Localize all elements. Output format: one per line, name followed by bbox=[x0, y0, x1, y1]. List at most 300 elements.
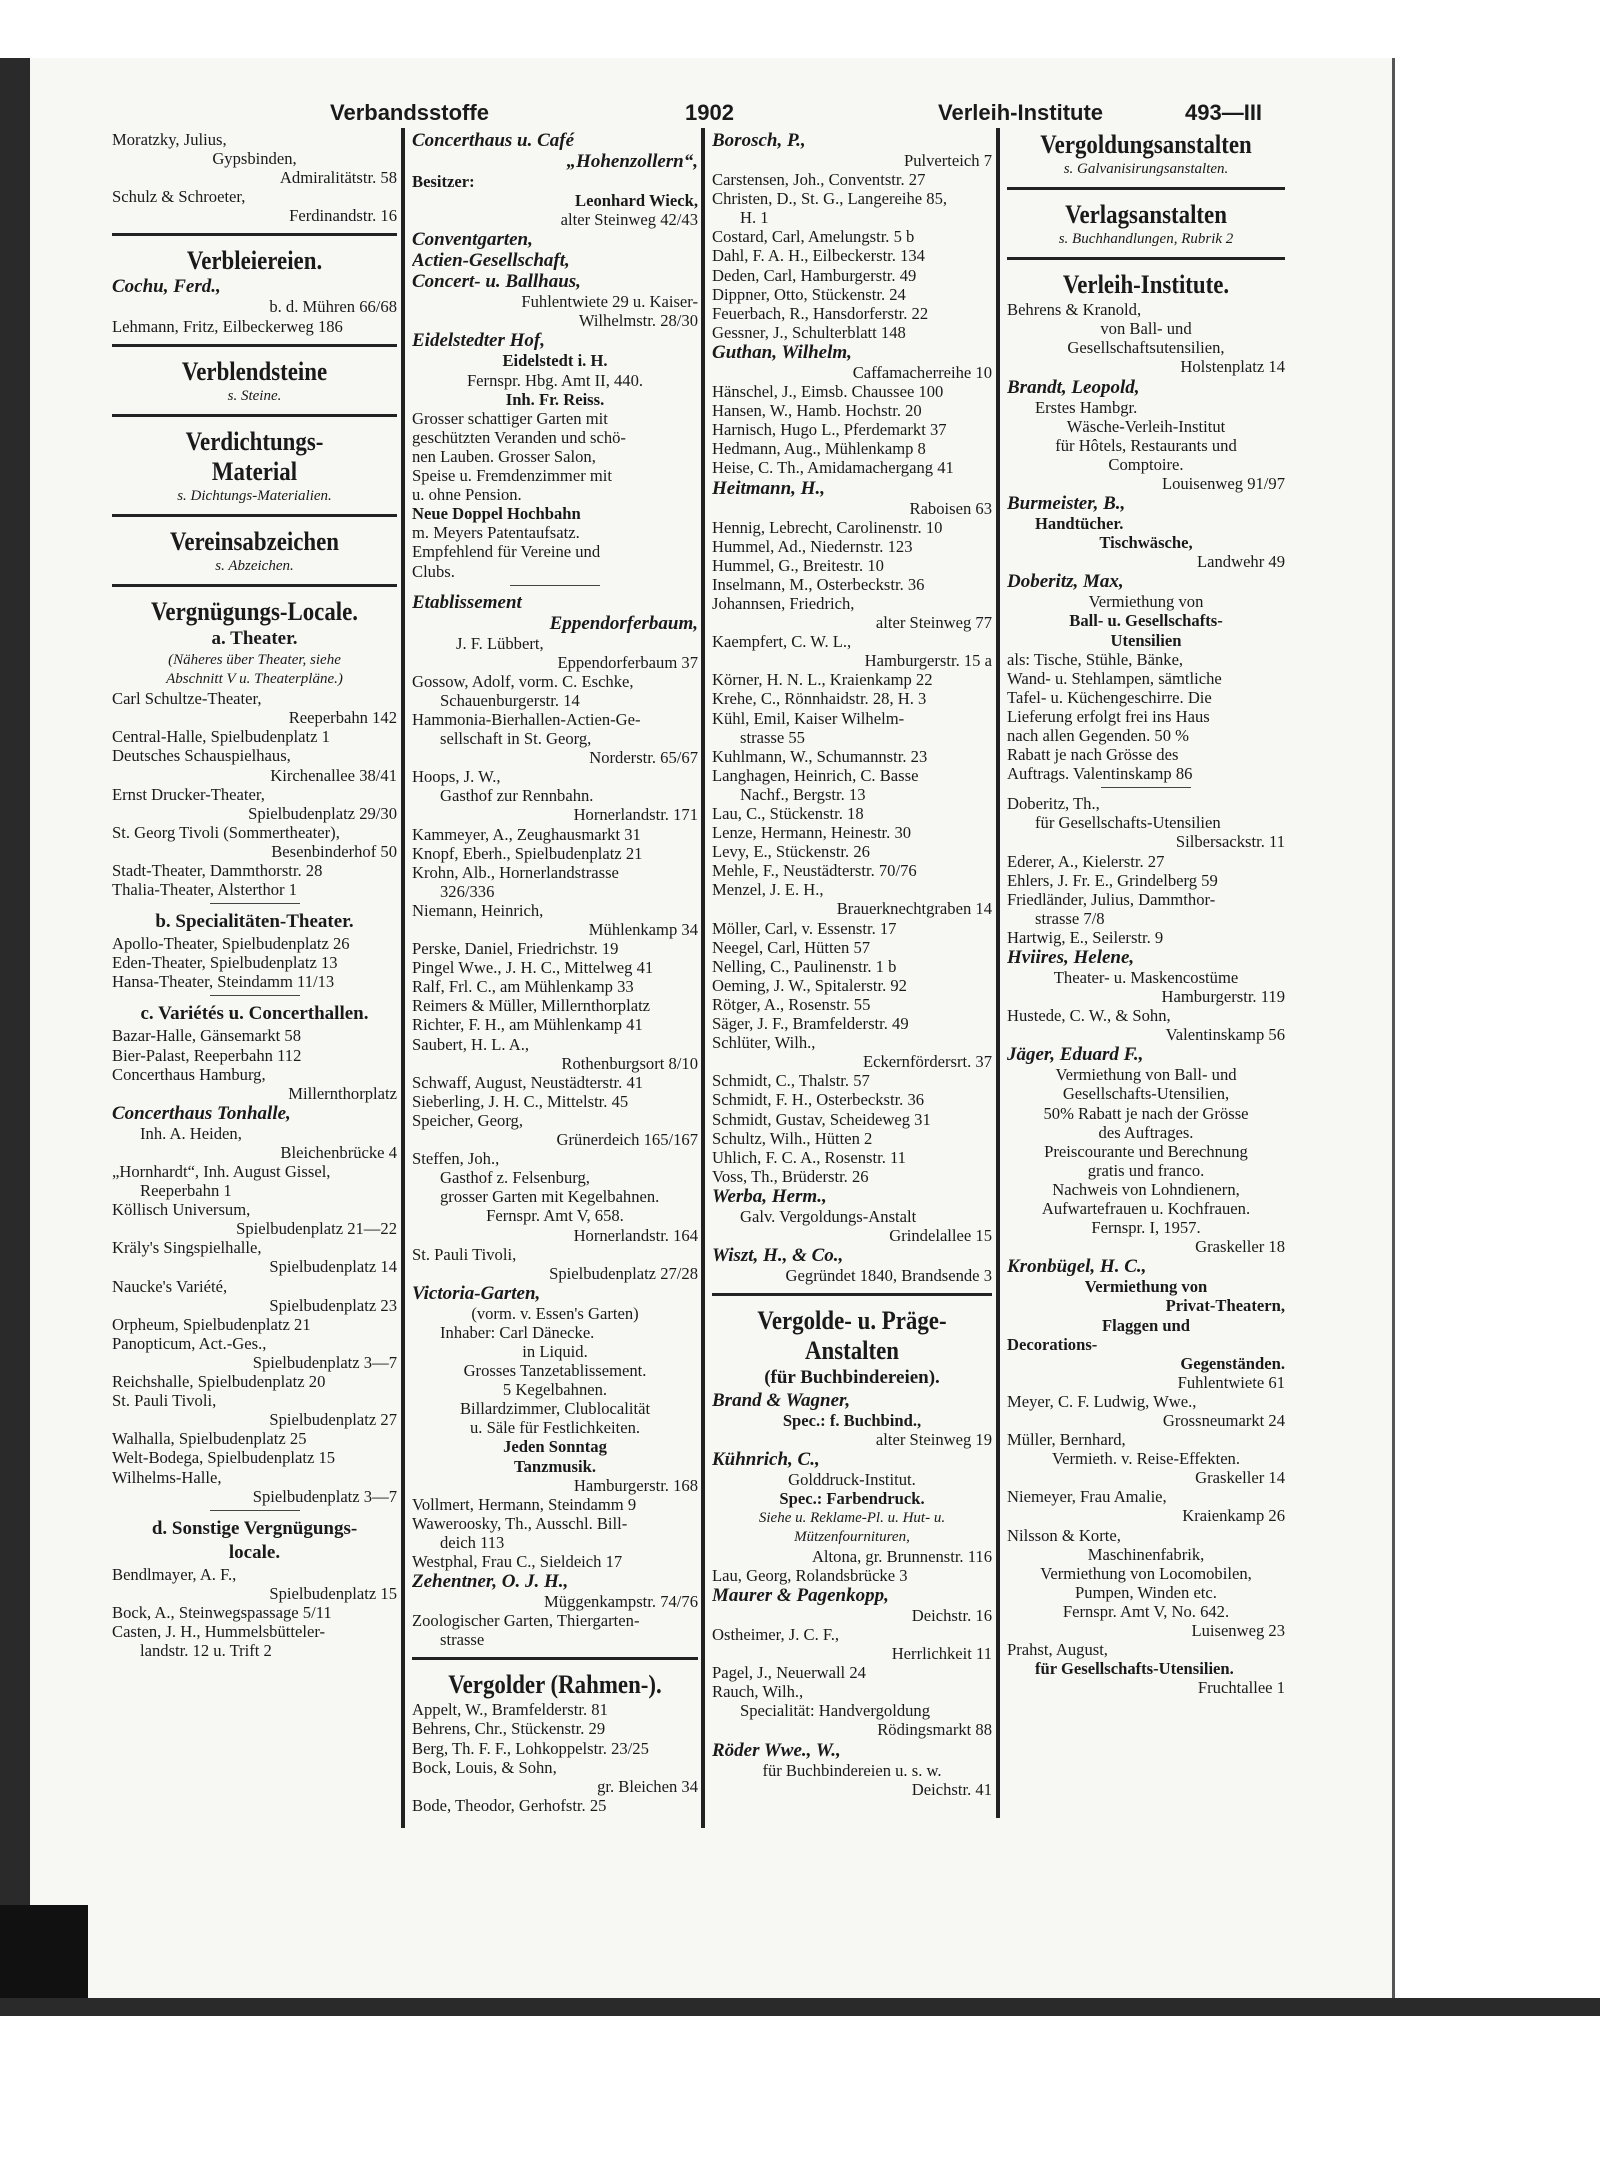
entry-line: Decorations- bbox=[1007, 1334, 1098, 1354]
entry-line: St. Georg Tivoli (Sommertheater), bbox=[112, 822, 340, 842]
entry-line: u. ohne Pension. bbox=[412, 485, 522, 505]
entry-line: Tischwäsche, bbox=[1099, 533, 1193, 553]
entry-line: Neue Doppel Hochbahn bbox=[412, 504, 581, 524]
entry-line: Eidelstedt i. H. bbox=[502, 351, 608, 371]
entry-line: 50% Rabatt je nach der Grösse bbox=[1043, 1103, 1249, 1123]
entry-line: Spielbudenplatz 14 bbox=[269, 1257, 397, 1277]
entry-line: Hammonia-Bierhallen-Actien-Ge- bbox=[412, 709, 641, 729]
entry-line: Inselmann, M., Osterbeckstr. 36 bbox=[712, 574, 925, 594]
entry-line: Waweroosky, Th., Ausschl. Bill- bbox=[412, 1513, 628, 1533]
firm-name: Galv. Vergoldungs-Anstalt bbox=[740, 1206, 917, 1226]
entry-line: Hamburgerstr. 15 a bbox=[864, 651, 992, 671]
entry-line: Spec.: f. Buchbind., bbox=[782, 1411, 922, 1431]
entry-line: Knopf, Eberh., Spielbudenplatz 21 bbox=[412, 843, 643, 863]
entry-line: Silbersackstr. 11 bbox=[1175, 832, 1285, 852]
entry-line: Grosser schattiger Garten mit bbox=[412, 408, 608, 428]
entry-line: Kuhlmann, W., Schumannstr. 23 bbox=[712, 746, 928, 766]
cross-reference: s. Steine. bbox=[227, 387, 282, 404]
entry-line: Vollmert, Hermann, Steindamm 9 bbox=[412, 1494, 637, 1514]
entry-line: Privat-Theatern, bbox=[1165, 1296, 1285, 1316]
entry-line: Aufwartefrauen u. Kochfrauen. bbox=[1041, 1199, 1251, 1219]
entry-line: Carl Schultze-Theater, bbox=[112, 689, 262, 709]
entry-line: für Hôtels, Restaurants und bbox=[1055, 435, 1237, 455]
section-heading: Verdichtungs- bbox=[185, 426, 324, 456]
entry-line: Graskeller 18 bbox=[1195, 1237, 1285, 1257]
entry-line: Säger, J. F., Bramfelderstr. 49 bbox=[712, 1014, 909, 1034]
entry-line: Grindelallee 15 bbox=[889, 1225, 992, 1245]
entry-line: Hedmann, Aug., Mühlenkamp 8 bbox=[712, 439, 926, 459]
scan-edge-right bbox=[1392, 58, 1395, 1998]
entry-line: Ehlers, J. Fr. E., Grindelberg 59 bbox=[1007, 870, 1218, 890]
header-left-keyword: Verbandsstoffe bbox=[330, 100, 489, 125]
firm-name: deich 113 bbox=[440, 1532, 505, 1552]
entry-line: Rabatt je nach Grösse des bbox=[1007, 745, 1179, 765]
entry-line: nach allen Gegenden. 50 % bbox=[1007, 725, 1189, 745]
entry-line: Landwehr 49 bbox=[1196, 552, 1285, 572]
entry-line: Fernspr. Amt V, No. 642. bbox=[1062, 1601, 1230, 1621]
entry-line: Hamburgerstr. 168 bbox=[573, 1475, 698, 1495]
subsection-heading: c. Variétés u. Concerthallen. bbox=[140, 1003, 369, 1025]
entry-line: Deichstr. 41 bbox=[911, 1779, 992, 1799]
entry-line: Louisenweg 91/97 bbox=[1161, 473, 1285, 493]
entry-line: Uhlich, F. C. A., Rosenstr. 11 bbox=[712, 1147, 906, 1167]
entry-line: Herrlichkeit 11 bbox=[891, 1644, 992, 1664]
section-divider bbox=[112, 514, 397, 517]
entry-line: Spielbudenplatz 27/28 bbox=[549, 1263, 698, 1283]
entry-line: Fernspr. Hbg. Amt II, 440. bbox=[466, 370, 644, 390]
entry-line: gratis und franco. bbox=[1087, 1160, 1205, 1180]
subsection-heading: b. Specialitäten-Theater. bbox=[155, 911, 354, 933]
entry-line: von Ball- und bbox=[1100, 319, 1192, 339]
firm-name: „Hohenzollern“, bbox=[566, 151, 698, 172]
firm-name: Specialität: Handvergoldung bbox=[740, 1701, 931, 1721]
entry-line: Vermiethung von Locomobilen, bbox=[1040, 1563, 1252, 1583]
entry-line: Christen, D., St. G., Langereihe 85, bbox=[712, 189, 948, 209]
firm-name: Hviires, Helene, bbox=[1007, 947, 1135, 968]
entry-line: Empfehlend für Vereine und bbox=[412, 542, 601, 562]
entry-line: Schmidt, Gustav, Scheideweg 31 bbox=[712, 1109, 931, 1129]
entry-line: Ostheimer, J. C. F., bbox=[712, 1625, 840, 1644]
entry-line: Ernst Drucker-Theater, bbox=[112, 784, 265, 804]
firm-name: Actien-Gesellschaft, bbox=[412, 250, 570, 272]
entry-line: Gossow, Adolf, vorm. C. Eschke, bbox=[412, 671, 634, 691]
entry-line: Vermiethung von bbox=[1088, 592, 1204, 612]
entry-line: Raboisen 63 bbox=[909, 498, 992, 518]
entry-line: Hornerlandstr. 164 bbox=[573, 1225, 698, 1245]
entry-line: Carstensen, Joh., Conventstr. 27 bbox=[712, 170, 926, 190]
entry-line: Dahl, F. A. H., Eilbeckerstr. 134 bbox=[712, 246, 925, 266]
entry-line: Neegel, Carl, Hütten 57 bbox=[712, 937, 871, 957]
entry-line: 5 Kegelbahnen. bbox=[502, 1380, 608, 1400]
entry-line: Admiralitätstr. 58 bbox=[279, 168, 397, 188]
entry-line: Valentinskamp 56 bbox=[1165, 1025, 1285, 1045]
entry-line: Millernthorplatz bbox=[288, 1083, 397, 1103]
entry-line: Spielbudenplatz 27 bbox=[269, 1410, 397, 1430]
entry-line: Krohn, Alb., Hornerlandstrasse bbox=[412, 862, 619, 882]
header-year: 1902 bbox=[685, 100, 734, 125]
firm-name: Wiszt, H., & Co., bbox=[712, 1245, 844, 1267]
entry-line: Eppendorferbaum 37 bbox=[557, 652, 698, 672]
firm-name: landstr. 12 u. Trift 2 bbox=[140, 1641, 272, 1661]
firm-name: Burmeister, B., bbox=[1007, 493, 1126, 515]
entry-line: Walhalla, Spielbudenplatz 25 bbox=[112, 1429, 307, 1449]
firm-name: Nachf., Bergstr. 13 bbox=[740, 784, 866, 804]
entry-line: Norderstr. 65/67 bbox=[589, 748, 698, 768]
firm-name: Röder Wwe., W., bbox=[712, 1739, 841, 1761]
firm-name: Jäger, Eduard F., bbox=[1007, 1044, 1144, 1066]
entry-line: Kirchenallee 38/41 bbox=[270, 765, 397, 785]
firm-name: J. F. Lübbert, bbox=[456, 633, 544, 653]
column-4 bbox=[1007, 130, 1285, 1697]
entry-line: Levy, E., Stückenstr. 26 bbox=[712, 842, 870, 862]
entry-line: Friedländer, Julius, Dammthor- bbox=[1007, 889, 1216, 909]
section-divider bbox=[112, 344, 397, 347]
subsection-heading: a. Theater. bbox=[211, 627, 298, 649]
entry-line: Bazar-Halle, Gänsemarkt 58 bbox=[112, 1026, 302, 1046]
section-heading: Anstalten bbox=[804, 1336, 900, 1366]
entry-line: Orpheum, Spielbudenplatz 21 bbox=[112, 1314, 311, 1334]
entry-line: Hummel, Ad., Niedernstr. 123 bbox=[712, 536, 913, 556]
section-heading: Vergolde- u. Präge- bbox=[757, 1306, 947, 1336]
entry-line: Gessner, J., Schulterblatt 148 bbox=[712, 322, 906, 342]
column-1 bbox=[112, 130, 397, 1660]
firm-name: Inhaber: Carl Dänecke. bbox=[440, 1322, 595, 1342]
entry-line: Lieferung erfolgt frei ins Haus bbox=[1007, 706, 1210, 726]
entry-line: Deden, Carl, Hamburgerstr. 49 bbox=[712, 265, 917, 285]
entry-line: Holstenplatz 14 bbox=[1180, 357, 1285, 377]
entry-line: Bendlmayer, A. F., bbox=[112, 1564, 237, 1584]
firm-name: Borosch, P., bbox=[712, 130, 806, 151]
section-divider bbox=[712, 1293, 992, 1296]
column-rule bbox=[401, 128, 405, 1828]
entry-line: Johannsen, Friedrich, bbox=[712, 593, 855, 613]
section-divider bbox=[1007, 187, 1285, 190]
firm-name: Victoria-Garten, bbox=[412, 1282, 541, 1304]
entry-line: Spielbudenplatz 29/30 bbox=[248, 803, 397, 823]
firm-name: Concerthaus u. Café bbox=[412, 130, 575, 151]
entry-line: Mehle, F., Neustädterstr. 70/76 bbox=[712, 861, 917, 881]
cross-reference: s. Galvanisirungsanstalten. bbox=[1063, 161, 1229, 177]
entry-line: Ball- u. Gesellschafts- bbox=[1069, 611, 1223, 631]
cross-reference: (Näheres über Theater, siehe bbox=[168, 651, 341, 668]
entry-line: Körner, H. N. L., Kraienkamp 22 bbox=[712, 670, 933, 690]
entry-line: Moratzky, Julius, bbox=[112, 130, 227, 149]
entry-line: Jeden Sonntag bbox=[503, 1437, 607, 1457]
entry-line: Casten, J. H., Hummelsbütteler- bbox=[112, 1621, 326, 1641]
cross-reference: s. Abzeichen. bbox=[215, 557, 294, 574]
cross-reference: s. Dichtungs-Materialien. bbox=[177, 487, 332, 504]
entry-line: Hansen, W., Hamb. Hochstr. 20 bbox=[712, 401, 922, 421]
entry-line: Welt-Bodega, Spielbudenplatz 15 bbox=[112, 1448, 336, 1468]
cross-reference: Siehe u. Reklame-Pl. u. Hut- u. bbox=[758, 1509, 946, 1526]
firm-name: Concerthaus Tonhalle, bbox=[112, 1102, 291, 1124]
entry-line: für Buchbindereien u. s. w. bbox=[762, 1760, 942, 1780]
entry-line: Niemann, Heinrich, bbox=[412, 900, 544, 920]
entry-line: Schulz & Schroeter, bbox=[112, 187, 246, 207]
entry-line: Appelt, W., Bramfelderstr. 81 bbox=[412, 1700, 608, 1720]
entry-line: Nelling, C., Paulinenstr. 1 b bbox=[712, 956, 897, 976]
entry-line: Besitzer: bbox=[412, 172, 475, 191]
entry-line: Schwaff, August, Neustädterstr. 41 bbox=[412, 1072, 644, 1092]
entry-line: Schlüter, Wilh., bbox=[712, 1033, 816, 1053]
entry-line: Hänschel, J., Eimsb. Chaussee 100 bbox=[712, 382, 944, 402]
entry-line: (vorm. v. Essen's Garten) bbox=[471, 1303, 639, 1323]
section-divider bbox=[1007, 257, 1285, 260]
firm-name: Maurer & Pagenkopp, bbox=[712, 1584, 889, 1606]
entry-line: Gesellschaftsutensilien, bbox=[1067, 338, 1225, 358]
firm-name: Etablissement bbox=[412, 591, 522, 613]
firm-name: Erstes Hambgr. bbox=[1035, 397, 1138, 417]
entry-line: Wäsche-Verleih-Institut bbox=[1066, 416, 1226, 436]
entry-line: Comptoire. bbox=[1108, 454, 1184, 474]
entry-line: Billardzimmer, Clublocalität bbox=[459, 1399, 651, 1419]
entry-line: Costard, Carl, Amelungstr. 5 b bbox=[712, 227, 915, 247]
entry-line: Harnisch, Hugo L., Pferdemarkt 37 bbox=[712, 420, 947, 440]
firm-name: für Gesellschafts-Utensilien bbox=[1035, 813, 1221, 833]
entry-line: Reeperbahn 142 bbox=[288, 708, 397, 728]
entry-line: Mühlenkamp 34 bbox=[588, 920, 698, 939]
entry-line: Krehe, C., Rönnhaidstr. 28, H. 3 bbox=[712, 689, 927, 709]
entry-line: Westphal, Frau C., Sieldeich 17 bbox=[412, 1552, 623, 1571]
entry-line: Lau, C., Stückenstr. 18 bbox=[712, 804, 864, 823]
entry-line: Hoops, J. W., bbox=[412, 767, 501, 787]
entry-line: Saubert, H. L. A., bbox=[412, 1034, 530, 1054]
entry-line: Nachweis von Lohndienern, bbox=[1052, 1179, 1240, 1199]
entry-line: Dippner, Otto, Stückenstr. 24 bbox=[712, 284, 906, 304]
section-heading: Vereinsabzeichen bbox=[169, 526, 340, 556]
entry-line: Reimers & Müller, Millernthorplatz bbox=[412, 996, 651, 1016]
entry-line: Vermiethung von Ball- und bbox=[1055, 1065, 1237, 1085]
firm-name: sellschaft in St. Georg, bbox=[440, 729, 592, 749]
entry-line: Schultz, Wilh., Hütten 2 bbox=[712, 1128, 873, 1148]
entry-line: Menzel, J. E. H., bbox=[712, 880, 824, 900]
entry-line: Besenbinderhof 50 bbox=[271, 841, 397, 861]
entry-line: Bode, Theodor, Gerhofstr. 25 bbox=[412, 1795, 607, 1815]
entry-line: Gegründet 1840, Brandsende 3 bbox=[785, 1266, 992, 1286]
entry-line: Lenze, Hermann, Heinestr. 30 bbox=[712, 823, 912, 843]
entry-line: Köllisch Universum, bbox=[112, 1200, 251, 1220]
entry-line: Luisenweg 23 bbox=[1191, 1621, 1285, 1640]
entry-line: in Liquid. bbox=[522, 1341, 588, 1361]
entry-line: Pulverteich 7 bbox=[903, 151, 992, 170]
firm-name: Conventgarten, bbox=[412, 229, 533, 251]
entry-line: Kühl, Emil, Kaiser Wilhelm- bbox=[712, 708, 905, 728]
entry-line: gr. Bleichen 34 bbox=[597, 1776, 698, 1796]
entry-line: Ralf, Frl. C., am Mühlenkamp 33 bbox=[412, 977, 634, 997]
entry-line: Rauch, Wilh., bbox=[712, 1682, 804, 1702]
entry-line: Behrens, Chr., Stückenstr. 29 bbox=[412, 1719, 606, 1739]
entry-line: Apollo-Theater, Spielbudenplatz 26 bbox=[112, 934, 350, 954]
entry-line: Prahst, August, bbox=[1007, 1640, 1108, 1660]
entry-line: Spielbudenplatz 3—7 bbox=[252, 1486, 397, 1506]
column-rule bbox=[701, 128, 705, 1828]
entry-line: alter Steinweg 19 bbox=[875, 1430, 992, 1450]
entry-line: Kraienkamp 26 bbox=[1182, 1506, 1285, 1526]
short-divider bbox=[510, 585, 600, 586]
entry-line: Brauerknechtgraben 14 bbox=[836, 899, 992, 919]
section-divider bbox=[412, 1657, 698, 1660]
entry-line: Vermiethung von bbox=[1084, 1277, 1208, 1297]
entry-line: Speicher, Georg, bbox=[412, 1110, 524, 1130]
column-rule bbox=[996, 128, 1000, 1818]
entry-line: Spielbudenplatz 15 bbox=[269, 1583, 397, 1603]
entry-line: Pingel Wwe., J. H. C., Mittelweg 41 bbox=[412, 958, 654, 978]
entry-line: Hornerlandstr. 171 bbox=[573, 805, 698, 825]
entry-line: Central-Halle, Spielbudenplatz 1 bbox=[112, 727, 330, 747]
entry-line: b. d. Mühren 66/68 bbox=[269, 297, 397, 317]
entry-line: Kaempfert, C. W. L., bbox=[712, 632, 852, 652]
entry-line: Maschinenfabrik, bbox=[1087, 1544, 1205, 1564]
entry-line: Bock, A., Steinwegspassage 5/11 bbox=[112, 1602, 332, 1622]
entry-line: Pagel, J., Neuerwall 24 bbox=[712, 1663, 866, 1683]
entry-line: Langhagen, Heinrich, C. Basse bbox=[712, 765, 919, 785]
entry-line: geschützten Veranden und schö- bbox=[412, 427, 626, 447]
entry-line: Sieberling, J. H. C., Mittelstr. 45 bbox=[412, 1091, 629, 1111]
firm-name: Eppendorferbaum, bbox=[549, 612, 698, 634]
entry-line: Reichshalle, Spielbudenplatz 20 bbox=[112, 1372, 326, 1392]
entry-line: Handtücher. bbox=[1035, 514, 1124, 534]
entry-line: Caffamacherreihe 10 bbox=[852, 362, 992, 382]
entry-line: Eden-Theater, Spielbudenplatz 13 bbox=[112, 953, 338, 973]
entry-line: Fernspr. Amt V, 658. bbox=[486, 1206, 624, 1226]
firm-name: Kronbügel, H. C., bbox=[1007, 1256, 1147, 1278]
entry-line: Perske, Daniel, Friedrichstr. 19 bbox=[412, 939, 619, 959]
firm-name: Brandt, Leopold, bbox=[1007, 376, 1140, 398]
entry-line: Naucke's Variété, bbox=[112, 1276, 228, 1296]
cross-reference: Mützenfournituren, bbox=[794, 1528, 910, 1545]
section-divider bbox=[112, 414, 397, 417]
firm-name: Eidelstedter Hof, bbox=[412, 330, 545, 352]
entry-line: Spec.: Farbendruck. bbox=[779, 1489, 925, 1509]
firm-name: Reeperbahn 1 bbox=[140, 1181, 232, 1201]
entry-line: Rödingsmarkt 88 bbox=[877, 1720, 992, 1740]
firm-name: Inh. A. Heiden, bbox=[140, 1123, 242, 1143]
entry-line: Graskeller 14 bbox=[1195, 1468, 1285, 1488]
entry-line: St. Pauli Tivoli, bbox=[112, 1391, 217, 1411]
page-header bbox=[110, 100, 1280, 130]
entry-line: Hansa-Theater, Steindamm 11/13 bbox=[112, 972, 335, 992]
entry-line: Spielbudenplatz 23 bbox=[269, 1295, 397, 1315]
short-divider bbox=[1101, 787, 1191, 788]
entry-line: Feuerbach, R., Hansdorferstr. 22 bbox=[712, 303, 929, 323]
entry-line: Auftrags. Valentinskamp 86 bbox=[1007, 764, 1193, 784]
entry-line: „Hornhardt“, Inh. August Gissel, bbox=[112, 1162, 331, 1181]
entry-line: Concerthaus Hamburg, bbox=[112, 1064, 266, 1084]
cross-reference: Abschnitt V u. Theaterpläne.) bbox=[166, 671, 343, 688]
entry-line: Flaggen und bbox=[1101, 1315, 1191, 1335]
entry-line: Doberitz, Th., bbox=[1007, 794, 1100, 814]
entry-line: Golddruck-Institut. bbox=[788, 1470, 916, 1490]
entry-line: Vermieth. v. Reise-Effekten. bbox=[1052, 1449, 1240, 1469]
entry-line: St. Pauli Tivoli, bbox=[412, 1244, 517, 1264]
entry-line: Schmidt, C., Thalstr. 57 bbox=[712, 1071, 870, 1091]
entry-line: Pumpen, Winden etc. bbox=[1075, 1582, 1217, 1602]
entry-line: Utensilien bbox=[1110, 630, 1182, 650]
firm-name: Brand & Wagner, bbox=[712, 1390, 851, 1412]
entry-line: als: Tische, Stühle, Bänke, bbox=[1007, 649, 1184, 669]
cross-reference: s. Buchhandlungen, Rubrik 2 bbox=[1058, 231, 1234, 248]
firm-name: Heitmann, H., bbox=[712, 477, 825, 499]
entry-line: Rothenburgsort 8/10 bbox=[561, 1053, 698, 1073]
entry-line: Bleichenbrücke 4 bbox=[280, 1142, 397, 1162]
entry-line: Oeming, J. W., Spitalerstr. 92 bbox=[712, 975, 907, 995]
entry-line: Spielbudenplatz 3—7 bbox=[252, 1352, 397, 1372]
entry-line: Nilsson & Korte, bbox=[1007, 1525, 1121, 1545]
entry-line: Behrens & Kranold, bbox=[1007, 300, 1142, 320]
column-2 bbox=[412, 130, 698, 1815]
firm-name: Cochu, Ferd., bbox=[112, 276, 221, 298]
short-divider bbox=[210, 995, 300, 996]
section-heading: Vergolder (Rahmen-). bbox=[448, 1670, 662, 1700]
entry-line: Lau, Georg, Rolandsbrücke 3 bbox=[712, 1565, 908, 1585]
entry-line: alter Steinweg 42/43 bbox=[560, 210, 698, 230]
entry-line: Eckernfördersrt. 37 bbox=[862, 1052, 992, 1072]
scan-edge-left bbox=[0, 58, 30, 1998]
entry-line: Leonhard Wieck, bbox=[575, 191, 698, 211]
entry-line: Gesellschafts-Utensilien, bbox=[1062, 1084, 1230, 1104]
entry-line: Berg, Th. F. F., Lohkoppelstr. 23/25 bbox=[412, 1738, 649, 1758]
entry-line: Hustede, C. W., & Sohn, bbox=[1007, 1006, 1171, 1026]
entry-line: Wand- u. Stehlampen, sämtliche bbox=[1007, 668, 1222, 688]
entry-line: für Gesellschafts-Utensilien. bbox=[1035, 1659, 1234, 1679]
entry-line: Bock, Louis, & Sohn, bbox=[412, 1757, 557, 1777]
section-heading: Verleih-Institute. bbox=[1062, 270, 1230, 300]
entry-line: Gypsbinden, bbox=[212, 149, 297, 169]
section-divider bbox=[112, 584, 397, 587]
entry-line: Panopticum, Act.-Ges., bbox=[112, 1333, 267, 1353]
entry-line: Hamburgerstr. 119 bbox=[1161, 987, 1285, 1007]
section-heading: Verblendsteine bbox=[181, 356, 328, 386]
entry-line: Thalia-Theater, Alsterthor 1 bbox=[112, 880, 298, 900]
entry-line: Ederer, A., Kielerstr. 27 bbox=[1007, 851, 1165, 871]
entry-line: Ferdinandstr. 16 bbox=[289, 206, 397, 226]
entry-line: Wilhelmstr. 28/30 bbox=[578, 311, 698, 331]
section-divider bbox=[112, 233, 397, 236]
firm-name: Concert- u. Ballhaus, bbox=[412, 271, 581, 293]
subsection-heading: locale. bbox=[228, 1541, 281, 1563]
firm-name: grosser Garten mit Kegelbahnen. bbox=[440, 1187, 660, 1207]
entry-line: des Auftrages. bbox=[1098, 1122, 1194, 1142]
entry-line: Steffen, Joh., bbox=[412, 1149, 500, 1169]
entry-line: Altona, gr. Brunnenstr. 116 bbox=[811, 1546, 992, 1566]
firm-name: Gasthof z. Felsenburg, bbox=[440, 1168, 590, 1188]
entry-line: alter Steinweg 77 bbox=[875, 613, 992, 633]
entry-line: Müggenkampstr. 74/76 bbox=[544, 1592, 698, 1612]
entry-line: Grünerdeich 165/167 bbox=[556, 1130, 698, 1150]
entry-line: Möller, Carl, v. Essenstr. 17 bbox=[712, 918, 897, 938]
firm-name: 326/336 bbox=[440, 881, 495, 901]
entry-line: Theater- u. Maskencostüme bbox=[1053, 968, 1239, 987]
firm-name: strasse 7/8 bbox=[1035, 908, 1105, 928]
short-divider bbox=[210, 903, 300, 904]
entry-line: Preiscourante und Berechnung bbox=[1044, 1141, 1248, 1161]
entry-line: Hennig, Lebrecht, Carolinenstr. 10 bbox=[712, 517, 943, 537]
entry-line: u. Säle für Festlichkeiten. bbox=[469, 1418, 641, 1438]
entry-line: Kammeyer, A., Zeughausmarkt 31 bbox=[412, 824, 641, 844]
entry-line: Clubs. bbox=[412, 561, 455, 581]
entry-line: Spielbudenplatz 21—22 bbox=[236, 1219, 397, 1239]
entry-line: Kräly's Singspielhalle, bbox=[112, 1238, 262, 1258]
entry-line: Fruchtallee 1 bbox=[1197, 1678, 1285, 1698]
firm-name: Werba, Herm., bbox=[712, 1185, 827, 1207]
entry-line: Fuhlentwiete 29 u. Kaiser- bbox=[521, 292, 698, 312]
entry-line: Grossneumarkt 24 bbox=[1162, 1410, 1285, 1430]
entry-line: Gegenständen. bbox=[1180, 1353, 1285, 1373]
section-heading: Verlagsanstalten bbox=[1065, 200, 1227, 230]
entry-line: nen Lauben. Grosser Salon, bbox=[412, 446, 596, 466]
entry-line: Wilhelms-Halle, bbox=[112, 1467, 222, 1487]
firm-name: strasse 55 bbox=[740, 727, 805, 747]
